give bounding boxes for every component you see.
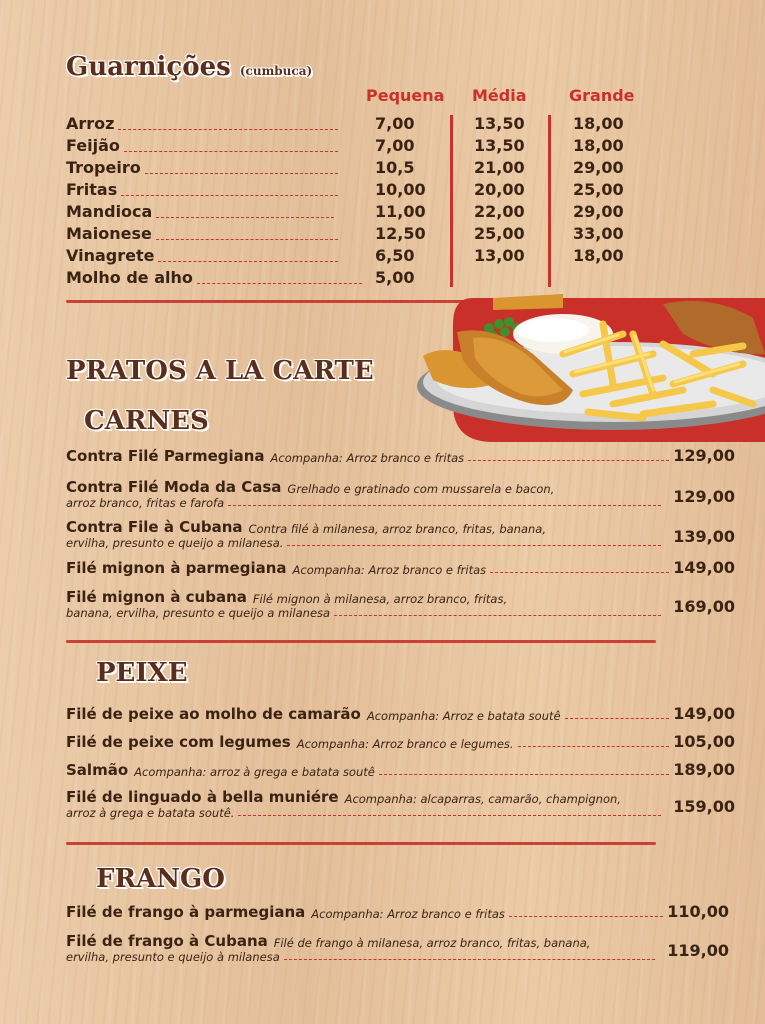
dish-price: 110,00 — [667, 902, 729, 921]
dish-description-continued: banana, ervilha, presunto e queijo a milanesa — [66, 606, 331, 620]
garnish-leader-dots — [118, 129, 338, 130]
column-divider — [450, 115, 453, 287]
menu-item — [66, 478, 735, 514]
garnish-leader-dots — [124, 151, 338, 152]
menu-item — [66, 588, 735, 624]
dish-price: 139,00 — [673, 527, 735, 546]
dish-description-continued: arroz à grega e batata soutê. — [66, 806, 235, 820]
price-media: 25,00 — [474, 224, 525, 243]
price-grande: 33,00 — [573, 224, 624, 243]
price-pequena: 10,5 — [375, 158, 415, 177]
price-grande: 25,00 — [573, 180, 624, 199]
leader-dots — [468, 460, 669, 461]
leader-dots — [565, 718, 670, 719]
menu-item-line — [66, 732, 735, 751]
dish-name: Filé de frango à parmegiana — [66, 903, 306, 921]
dish-name: Filé de peixe ao molho de camarão — [66, 705, 361, 723]
menu-item-line — [66, 588, 735, 606]
garnish-leader-dots — [197, 283, 362, 284]
menu-item-line-2 — [66, 496, 735, 510]
garnish-name: Arroz — [66, 114, 115, 133]
garnish-name: Molho de alho — [66, 268, 193, 287]
dish-price: 129,00 — [673, 446, 735, 465]
dish-description: Acompanha: Arroz branco e fritas — [270, 451, 465, 465]
frango-title: FRANGO — [96, 864, 225, 894]
carnes-title: CARNES — [84, 406, 209, 436]
dish-price: 149,00 — [673, 704, 735, 723]
dish-description: Acompanha: Arroz e batata soutê — [366, 709, 561, 723]
dish-name: Salmão — [66, 761, 129, 779]
menu-item-line — [66, 704, 735, 723]
leader-dots — [238, 815, 661, 816]
dish-name: Filé de linguado à bella muniére — [66, 788, 339, 806]
leader-dots — [287, 545, 661, 546]
menu-item-line-2 — [66, 806, 735, 820]
dish-price: 129,00 — [673, 487, 735, 506]
dish-name: Contra Filé Parmegiana — [66, 447, 265, 465]
menu-item-line — [66, 902, 729, 921]
garnish-name: Maionese — [66, 224, 152, 243]
price-grande: 29,00 — [573, 202, 624, 221]
section-divider — [66, 300, 466, 303]
dish-name: Contra File à Cubana — [66, 518, 243, 536]
food-plate-illustration — [413, 294, 765, 442]
dish-price: 169,00 — [673, 597, 735, 616]
dish-price: 149,00 — [673, 558, 735, 577]
price-grande: 18,00 — [573, 136, 624, 155]
price-media: 22,00 — [474, 202, 525, 221]
dish-description: Acompanha: alcaparras, camarão, champignon, — [344, 792, 621, 806]
garnish-name: Fritas — [66, 180, 118, 199]
price-pequena: 7,00 — [375, 114, 415, 133]
dish-name: Contra Filé Moda da Casa — [66, 478, 282, 496]
leader-dots — [509, 916, 663, 917]
dish-price: 159,00 — [673, 797, 735, 816]
leader-dots — [379, 774, 669, 775]
garnish-name: Vinagrete — [66, 246, 155, 265]
price-pequena: 12,50 — [375, 224, 426, 243]
price-pequena: 7,00 — [375, 136, 415, 155]
guarnicoes-title — [66, 52, 312, 82]
price-grande: 18,00 — [573, 246, 624, 265]
food-photo — [413, 294, 765, 442]
dish-name: Filé mignon à cubana — [66, 588, 247, 606]
dish-description: Grelhado e gratinado com mussarela e bacon, — [287, 482, 555, 496]
price-pequena: 6,50 — [375, 246, 415, 265]
dish-description: Acompanha: Arroz branco e fritas — [311, 907, 505, 921]
price-media: 13,50 — [474, 114, 525, 133]
menu-item — [66, 788, 735, 824]
garnish-leader-dots — [156, 239, 338, 240]
leader-dots — [518, 746, 670, 747]
guarnicoes-subtitle: (cumbuca) — [239, 64, 313, 78]
garnish-leader-dots — [158, 261, 338, 262]
leader-dots — [284, 959, 655, 960]
garnish-leader-dots — [145, 173, 338, 174]
leader-dots — [228, 505, 661, 506]
menu-item-line — [66, 932, 729, 950]
pratos-title: PRATOS A LA CARTE — [66, 356, 374, 386]
section-divider — [66, 842, 656, 845]
garnish-name: Tropeiro — [66, 158, 141, 177]
garnish-name: Feijão — [66, 136, 120, 155]
dish-name: Filé de peixe com legumes — [66, 733, 291, 751]
menu-item — [66, 932, 729, 968]
section-divider — [66, 640, 656, 643]
price-grande: 29,00 — [573, 158, 624, 177]
menu-item-line — [66, 558, 735, 577]
dish-description-continued: arroz branco, fritas e farofa — [66, 496, 225, 510]
menu-item-line — [66, 446, 735, 465]
garnish-name: Mandioca — [66, 202, 153, 221]
dish-price: 189,00 — [673, 760, 735, 779]
menu-item — [66, 446, 735, 482]
price-media: 13,50 — [474, 136, 525, 155]
price-media: 13,00 — [474, 246, 525, 265]
guarnicoes-title-text: Guarnições — [66, 52, 231, 82]
price-pequena: 10,00 — [375, 180, 426, 199]
menu-item-line — [66, 478, 735, 496]
menu-item-line — [66, 760, 735, 779]
column-pequena: Pequena — [366, 86, 445, 105]
price-media: 21,00 — [474, 158, 525, 177]
dish-name: Filé de frango à Cubana — [66, 932, 268, 950]
price-grande: 18,00 — [573, 114, 624, 133]
dish-description: Filé mignon à milanesa, arroz branco, fritas, — [252, 592, 508, 606]
garnish-leader-dots — [121, 195, 338, 196]
menu-item-line-2 — [66, 536, 735, 550]
menu-item — [66, 518, 735, 554]
dish-name: Filé mignon à parmegiana — [66, 559, 287, 577]
dish-price: 105,00 — [673, 732, 735, 751]
garnish-leader-dots — [156, 217, 334, 218]
menu-item-line — [66, 518, 735, 536]
menu-item-line — [66, 788, 735, 806]
dish-description: Contra filé à milanesa, arroz branco, fritas, banana, — [248, 522, 547, 536]
dish-description-continued: ervilha, presunto e queijo à milanesa — [66, 950, 280, 964]
leader-dots — [490, 572, 669, 573]
column-divider — [548, 115, 551, 287]
price-pequena: 11,00 — [375, 202, 426, 221]
menu-item-line-2 — [66, 950, 729, 964]
leader-dots — [334, 615, 661, 616]
price-media: 20,00 — [474, 180, 525, 199]
peixe-title: PEIXE — [96, 658, 188, 688]
dish-description: Filé de frango à milanesa, arroz branco, fritas, banana, — [273, 936, 591, 950]
dish-description: Acompanha: Arroz branco e legumes. — [296, 737, 514, 751]
dish-description: Acompanha: Arroz branco e fritas — [292, 563, 487, 577]
dish-price: 119,00 — [667, 941, 729, 960]
menu-item-line-2 — [66, 606, 735, 620]
dish-description: Acompanha: arroz à grega e batata soutê — [134, 765, 375, 779]
dish-description-continued: ervilha, presunto e queijo a milanesa. — [66, 536, 284, 550]
column-media: Média — [472, 86, 527, 105]
column-grande: Grande — [569, 86, 635, 105]
price-pequena: 5,00 — [375, 268, 415, 287]
